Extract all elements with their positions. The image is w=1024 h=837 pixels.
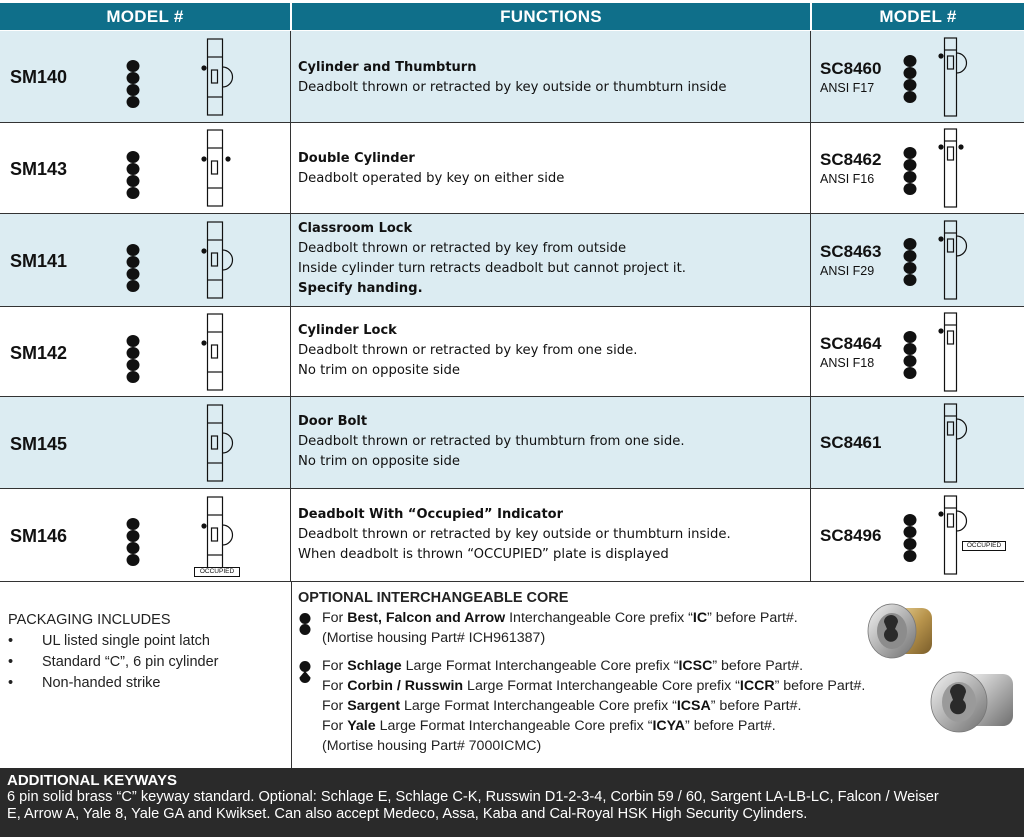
core-title: OPTIONAL INTERCHANGEABLE CORE xyxy=(298,590,569,606)
function-line: No trim on opposite side xyxy=(298,363,460,378)
pin-symbol-icon xyxy=(901,514,919,562)
header-model-right: MODEL # xyxy=(812,3,1024,30)
model-cell-right xyxy=(811,397,1024,488)
keyways-line: 6 pin solid brass “C” keyway standard. Optional: Schlage E, Schlage C-K, Russwin D1-2-3-4, Corbin 59 / 60, Sargent LA-LB-LC, Falcon / Weiser xyxy=(7,789,939,805)
pin-symbol-icon xyxy=(124,335,142,383)
packaging-item: • Non-handed strike xyxy=(8,673,288,694)
function-title: Door Bolt xyxy=(298,414,368,429)
function-title: Deadbolt With “Occupied” Indicator xyxy=(298,507,564,522)
occupied-plate: OCCUPIED xyxy=(194,567,240,577)
model-number: SM141 xyxy=(10,251,68,271)
lock-diagram-icon xyxy=(196,312,246,392)
function-line: No trim on opposite side xyxy=(298,454,460,469)
model-number-right: SC8463 xyxy=(820,242,882,261)
ansi-code: ANSI F16 xyxy=(820,172,875,186)
model-cell xyxy=(0,397,291,488)
core-best-note: (Mortise housing Part# ICH961387) xyxy=(322,630,546,646)
function-line: Deadbolt thrown or retracted by key outside or thumbturn inside xyxy=(298,80,727,95)
column-divider xyxy=(291,582,292,768)
function-cell xyxy=(291,214,811,306)
function-cell xyxy=(291,31,811,122)
core-lfic-line: For Corbin / Russwin Large Format Interchangeable Core prefix “ICCR” before Part#. xyxy=(322,678,866,694)
keyways-line: E, Arrow A, Yale 8, Yale GA and Kwikset. Can also accept Medeco, Assa, Kaba and Cal-Royal HSK High Security Cylinders. xyxy=(7,806,808,822)
function-line: When deadbolt is thrown “OCCUPIED” plate is displayed xyxy=(298,547,669,562)
table-row xyxy=(0,397,1024,489)
function-title: Cylinder Lock xyxy=(298,323,397,338)
model-number: SM146 xyxy=(10,526,68,546)
function-title: Cylinder and Thumbturn xyxy=(298,60,477,75)
table-row xyxy=(0,307,1024,397)
core-lfic-line: For Sargent Large Format Interchangeable Core prefix “ICSA” before Part#. xyxy=(322,698,802,714)
lfic-core-symbol-icon xyxy=(299,661,311,683)
model-number-right: SC8496 xyxy=(820,526,882,545)
model-cell-right xyxy=(811,31,1024,122)
packaging-title: PACKAGING INCLUDES xyxy=(8,612,171,628)
additional-keyways-section xyxy=(0,768,1024,837)
function-cell xyxy=(291,397,811,488)
ansi-code: ANSI F29 xyxy=(820,264,875,278)
brass-core-cylinder-image xyxy=(862,598,938,666)
ansi-code: ANSI F18 xyxy=(820,356,875,370)
keyways-title: ADDITIONAL KEYWAYS xyxy=(7,772,178,789)
pin-symbol-icon xyxy=(124,60,142,108)
model-cell xyxy=(0,123,291,213)
model-cell-right xyxy=(811,307,1024,396)
interchangeable-core-section xyxy=(298,588,938,756)
function-title: Classroom Lock xyxy=(298,221,413,236)
model-number-right: SC8460 xyxy=(820,59,882,78)
function-line: Deadbolt thrown or retracted by thumbturn from one side. xyxy=(298,434,685,449)
table-row xyxy=(0,214,1024,307)
lock-diagram-icon xyxy=(196,37,246,117)
model-cell xyxy=(0,214,291,306)
model-number-right: SC8461 xyxy=(820,433,882,452)
function-cell xyxy=(291,307,811,396)
function-line: Inside cylinder turn retracts deadbolt but cannot project it. xyxy=(298,261,686,276)
pin-symbol-icon xyxy=(124,244,142,292)
function-line: Deadbolt thrown or retracted by key from outside xyxy=(298,241,627,256)
core-best-line: For Best, Falcon and Arrow Interchangeable Core prefix “IC” before Part#. xyxy=(322,610,798,626)
lock-diagram-icon xyxy=(933,219,983,301)
model-number-right: SC8462 xyxy=(820,150,882,169)
ic-core-symbol-icon xyxy=(299,613,311,635)
lock-diagram-icon xyxy=(196,220,246,300)
model-cell xyxy=(0,489,291,581)
model-cell xyxy=(0,307,291,396)
core-lfic-line: For Yale Large Format Interchangeable Core prefix “ICYA” before Part#. xyxy=(322,718,776,734)
model-number-right: SC8464 xyxy=(820,334,882,353)
model-cell-right xyxy=(811,214,1024,306)
pin-symbol-icon xyxy=(901,147,919,195)
function-title: Double Cylinder xyxy=(298,151,415,166)
lock-diagram-icon xyxy=(933,402,983,484)
model-number: SM140 xyxy=(10,67,68,87)
model-number: SM143 xyxy=(10,159,68,179)
lock-diagram-icon xyxy=(196,495,246,575)
pin-symbol-icon xyxy=(901,238,919,286)
packaging-item: • Standard “C”, 6 pin cylinder xyxy=(8,652,288,673)
function-note: Specify handing. xyxy=(298,281,423,296)
pin-symbol-icon xyxy=(901,55,919,103)
lock-diagram-icon xyxy=(933,311,983,393)
function-cell xyxy=(291,123,811,213)
model-number: SM145 xyxy=(10,434,68,454)
model-cell xyxy=(0,31,291,122)
table-row xyxy=(0,489,1024,582)
lock-diagram-icon xyxy=(196,403,246,483)
core-lfic-note: (Mortise housing Part# 7000ICMC) xyxy=(322,738,542,754)
function-line: Deadbolt thrown or retracted by key from one side. xyxy=(298,343,638,358)
lock-diagram-icon xyxy=(933,494,983,576)
model-cell-right xyxy=(811,123,1024,213)
ansi-code: ANSI F17 xyxy=(820,81,875,95)
pin-symbol-icon xyxy=(901,331,919,379)
model-number: SM142 xyxy=(10,343,68,363)
header-functions: FUNCTIONS xyxy=(292,3,810,30)
pin-symbol-icon xyxy=(124,151,142,199)
lock-diagram-icon xyxy=(196,128,246,208)
chrome-core-cylinder-image xyxy=(925,664,1017,742)
lock-diagram-icon xyxy=(933,36,983,118)
table-row xyxy=(0,123,1024,214)
header-model-left: MODEL # xyxy=(0,3,290,30)
lock-diagram-icon xyxy=(933,127,983,209)
model-cell-right xyxy=(811,489,1024,581)
function-line: Deadbolt thrown or retracted by key outside or thumbturn inside. xyxy=(298,527,731,542)
packaging-section xyxy=(8,610,288,694)
occupied-plate: OCCUPIED xyxy=(962,541,1006,551)
pin-symbol-icon xyxy=(124,518,142,566)
function-line: Deadbolt operated by key on either side xyxy=(298,171,565,186)
function-cell xyxy=(291,489,811,581)
table-row xyxy=(0,31,1024,123)
core-lfic-line: For Schlage Large Format Interchangeable Core prefix “ICSC” before Part#. xyxy=(322,658,804,674)
packaging-item: • UL listed single point latch xyxy=(8,631,288,652)
